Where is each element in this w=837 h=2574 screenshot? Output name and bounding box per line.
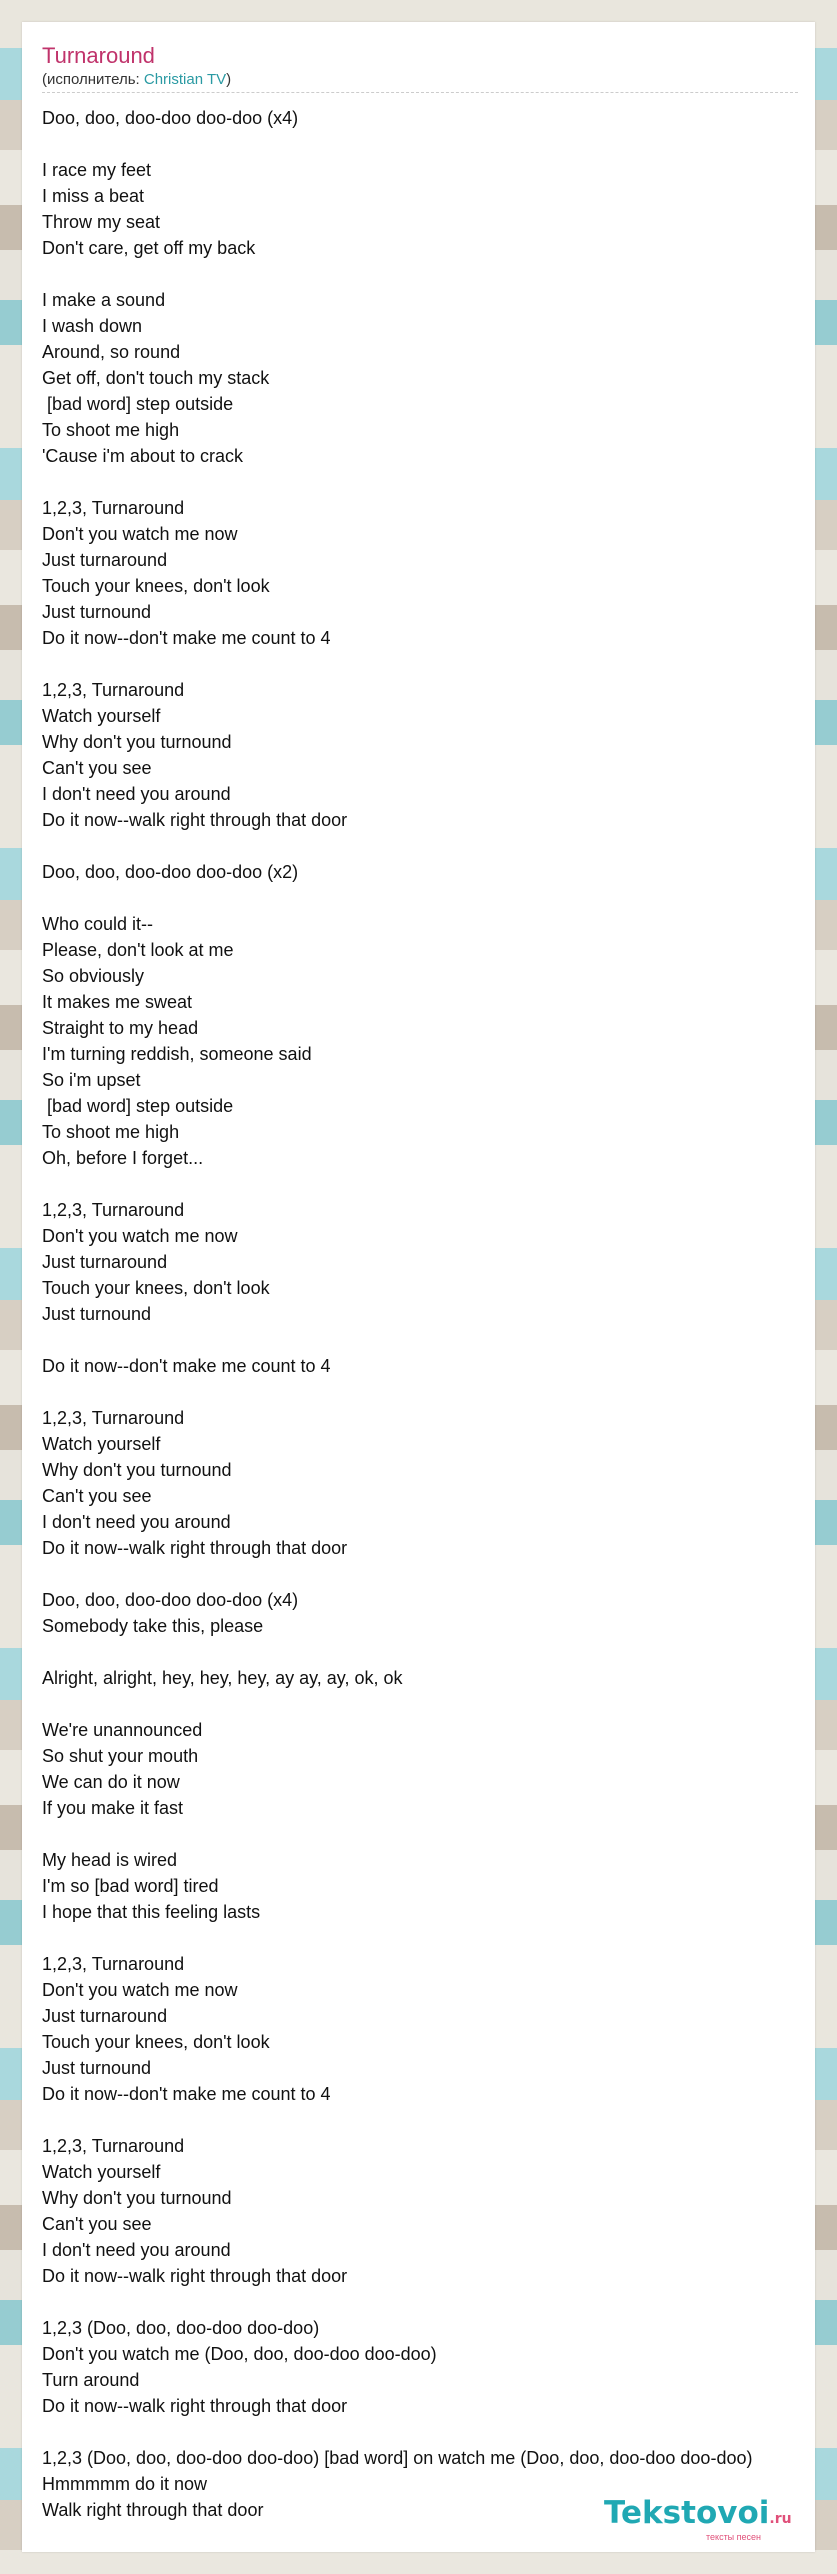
performer-line (42, 71, 231, 89)
logo-tagline: тексты песен (706, 2532, 762, 2542)
performer-link[interactable]: Christian TV (143, 71, 227, 88)
logo-tld: .ru (769, 2511, 792, 2527)
performer-prefix: (исполнитель: (42, 71, 144, 88)
performer-suffix: ) (226, 71, 232, 88)
title-divider (42, 92, 798, 93)
lyrics-text: Doo, doo, doo-doo doo-doo (x4) I race my feet I miss a beat Throw my seat Don't care, get off my back I make a sound I wash down Around, so round Get off, don't touch my stack [bad word] step outside To shoot me high 'Cause i'm about to crack 1,2,3, Turnaround Don't you watch me now Just turnaround Touch your knees, don't look Just turnound Do it now--don't make me count to 4 1,2,3, Turnaround Watch yourself Why don't you turnound Can't you see I don't need you around Do it now--walk right through that door Doo, doo, doo-doo doo-doo (x2) Who could it-- Please, don't look at me So obviously It makes me sweat Straight to my head I'm turning reddish, someone said So i'm upset [bad word] step outside To shoot me high Oh, before I forget... 1,2,3, Turnaround Don't you watch me now Just turnaround Touch your knees, don't look Just turnound Do it now--don't make me count to 4 1,2,3, Turnaround Watch yourself Why don't you turnound Can't you see I don't need you around Do it now--walk right through that door Doo, doo, doo-doo doo-doo (x4) Somebody take this, please Alright, alright, hey, hey, hey, ay ay, ay, ok, ok We're unannounced So shut your mouth We can do it now If you make it fast My head is wired I'm so [bad word] tired I hope that this feeling lasts 1,2,3, Turnaround Don't you watch me now Just turnaround Touch your knees, don't look Just turnound Do it now--don't make me count to 4 1,2,3, Turnaround Watch yourself Why don't you turnound Can't you see I don't need you around Do it now--walk right through that door 1,2,3 (Doo, doo, doo-doo doo-doo) Don't you watch me (Doo, doo, doo-doo doo-doo) Turn around Do it now--walk right through that door 1,2,3 (Doo, doo, doo-doo doo-doo) [bad word] on watch me (Doo, doo, doo-doo doo-doo) Hmmmmm do it now Walk right through that door (42, 108, 753, 2520)
logo-name: Tekstovoi (604, 2495, 770, 2531)
site-logo[interactable] (604, 2496, 792, 2536)
song-title: Turnaround (42, 43, 155, 68)
